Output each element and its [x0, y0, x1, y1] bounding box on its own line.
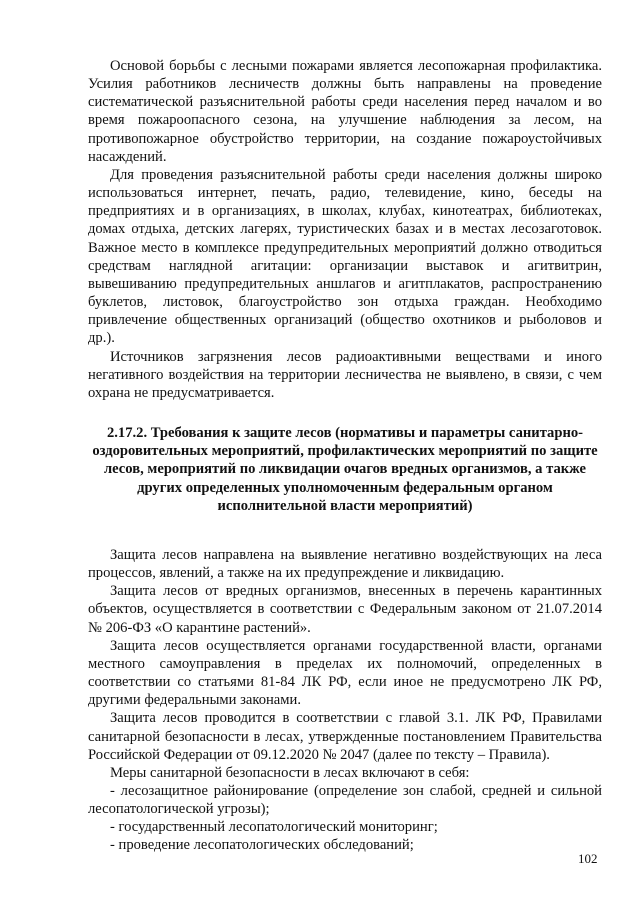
intro-section: [88, 57, 602, 402]
document-page: [88, 57, 602, 855]
paragraph-fire-prevention: Основой борьбы с лесными пожарами является лесопожарная профилактика. Усилия работников лесничеств должны быть направлены на проведение систематической разъяснительной работы среди населения перед началом и во время пожароопасного сезона, на улучшение наблюдения за лесом, на противопожарное обустройство территории, на создание пожароустойчивых насаждений.: [88, 58, 602, 165]
page-number: 102: [578, 851, 598, 866]
paragraph-chapter-3-1: Защита лесов проводится в соответствии с главой 3.1. ЛК РФ, Правилами санитарной безопасности в лесах, утвержденные постановлением Правительства Российской Федерации от 09.12.2020 № 2047 (далее по тексту – Правила).: [88, 710, 602, 763]
list-item-monitoring: - государственный лесопатологический мониторинг;: [110, 819, 438, 836]
paragraph-radioactive-sources: Источников загрязнения лесов радиоактивными веществами и иного негативного воздействия на территории лесничества не выявлено, в связи, с чем охрана не предусматривается.: [88, 348, 602, 401]
paragraph-protection-purpose: Защита лесов направлена на выявление негативно воздействующих на леса процессов, явлений, а также на их предупреждение и ликвидацию.: [88, 546, 602, 582]
list-item-zoning: - лесозащитное районирование (определение зон слабой, средней и сильной лесопатологической угрозы);: [88, 783, 602, 818]
forest-protection-section: [88, 546, 602, 855]
section-heading: 2.17.2. Требования к защите лесов (нормативы и параметры санитарно-оздоровительных мероприятий, профилактических мероприятий по защите лесов, мероприятий по ликвидации очагов вредных организмов, а также других определенных уполномоченным федеральным органом исполнительной власти мероприятий): [92, 424, 598, 514]
paragraph-awareness-work: Для проведения разъяснительной работы среди населения должны широко использоваться интернет, печать, радио, телевидение, кино, беседы на предприятиях и в организациях, в школах, клубах, кинотеатрах, библиотеках, домах отдыха, детских лагерях, туристических базах и в местах лесозаготовок. Важное место в комплексе предупредительных мероприятий должно отводиться средствам наглядной агитации: организации выставок и агитвитрин, вывешиванию предупредительных аншлагов и агитплакатов, распространению буклетов, листовок, благоустройство зон отдыха граждан. Необходимо привлечение общественных организаций (общество охотников и рыболовов и др.).: [88, 166, 602, 347]
paragraph-authorities: Защита лесов осуществляется органами государственной власти, органами местного самоуправления в пределах их полномочий, определенных в соответствии со статьями 81-84 ЛК РФ, если иное не предусмотрено ЛК РФ, другими федеральными законами.: [88, 637, 602, 709]
paragraph-measures-intro: Меры санитарной безопасности в лесах включают в себя:: [110, 764, 470, 781]
list-item-surveys: - проведение лесопатологических обследований;: [110, 837, 414, 854]
paragraph-quarantine: Защита лесов от вредных организмов, внесенных в перечень карантинных объектов, осуществляется в соответствии с Федеральным законом от 21.07.2014 № 206-ФЗ «О карантине растений».: [88, 583, 602, 636]
